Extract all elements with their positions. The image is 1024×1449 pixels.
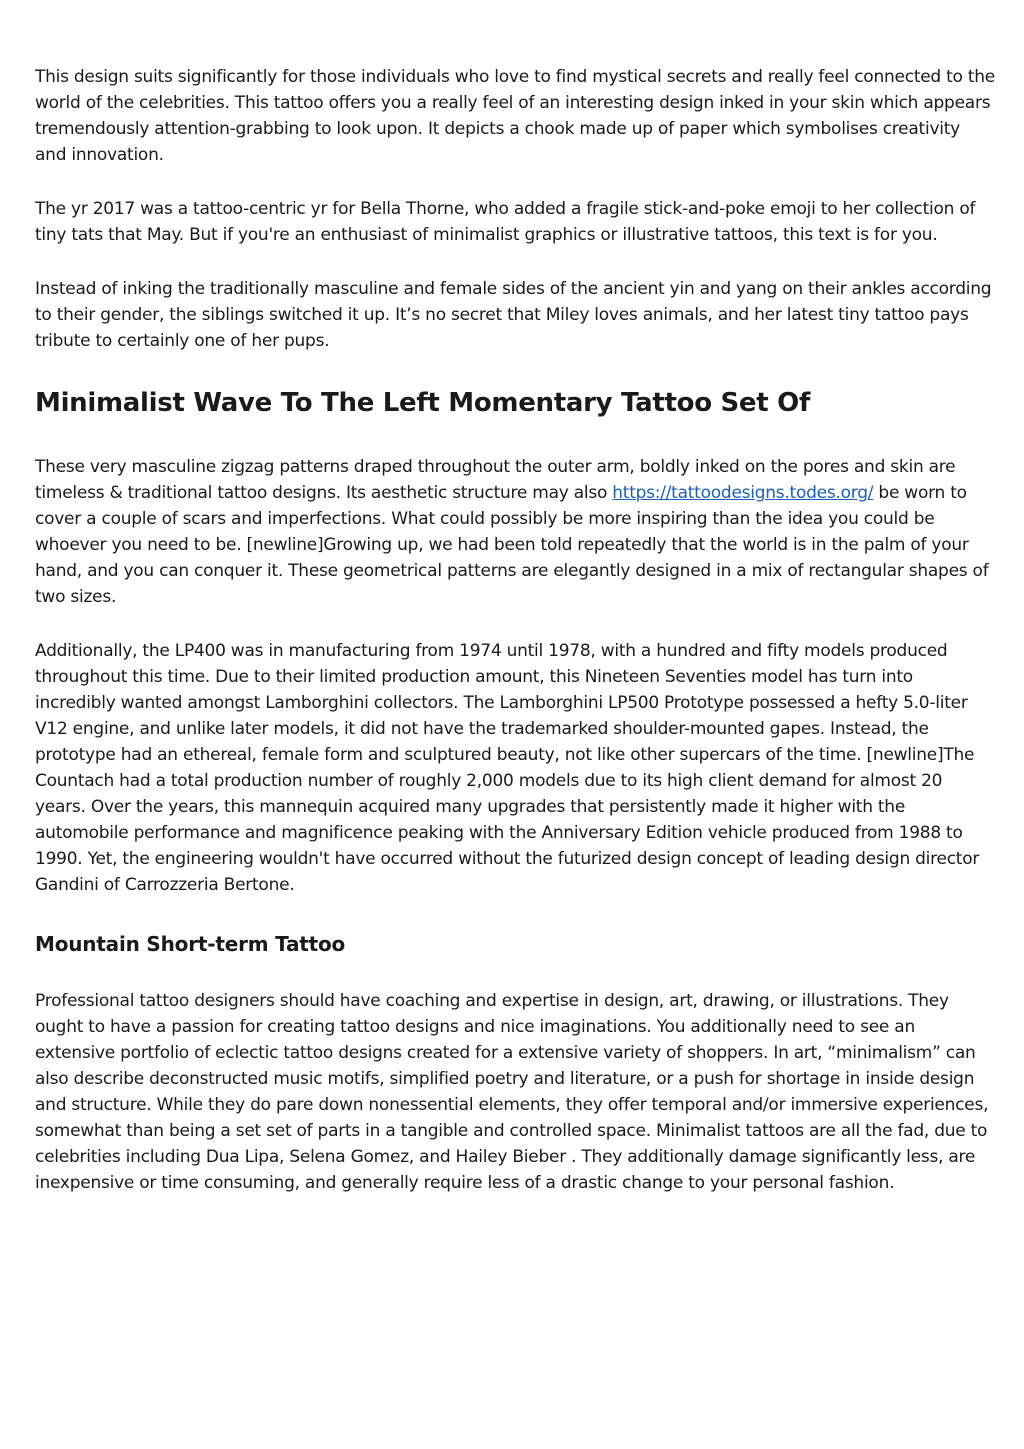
section-heading-minimalist-wave: Minimalist Wave To The Left Momentary Tattoo Set Of (35, 388, 810, 418)
document-page (35, 64, 995, 1196)
paragraph-text-after-link: be worn to cover a couple of scars and imperfections. What could possibly be more inspiring than the idea you could be whoever you need to be. [newline]Growing up, we had been told repeatedly that the world is in the palm of your hand, and you can conquer it. These geometrical patterns are elegantly designed in a mix of rectangular shapes of two sizes. (35, 483, 989, 607)
paragraph-intro: This design suits significantly for those individuals who love to find mystical secrets and really feel connected to the world of the celebrities. This tattoo offers you a really feel of an interesting design inked in your skin which appears tremendously attention-grabbing to look upon. It depicts a chook made up of paper which symbolises creativity and innovation. (35, 67, 996, 165)
tattoo-designs-link[interactable]: https://tattoodesigns.todes.org/ (612, 483, 874, 503)
section-heading-mountain-tattoo: Mountain Short-term Tattoo (35, 932, 346, 956)
paragraph-zigzag-patterns (35, 454, 995, 610)
paragraph-text-before-link: These very masculine zigzag patterns draped throughout the outer arm, boldly inked on the pores and skin are timeless & traditional tattoo designs. Its aesthetic structure may also (35, 457, 956, 503)
paragraph-professional-designers: Professional tattoo designers should have coaching and expertise in design, art, drawing, or illustrations. They ought to have a passion for creating tattoo designs and nice imaginations. You additionally need to see an extensive portfolio of eclectic tattoo designs created for a extensive variety of shoppers. In art, “minimalism” can also describe deconstructed music motifs, simplified poetry and literature, or a push for shortage in inside design and structure. While they do pare down nonessential elements, they offer temporal and/or immersive experiences, somewhat than being a set set of parts in a tangible and controlled space. Minimalist tattoos are all the fad, due to celebrities including Dua Lipa, Selena Gomez, and Hailey Bieber . They additionally damage significantly less, are inexpensive or time consuming, and generally require less of a drastic change to your personal fashion. (35, 991, 989, 1193)
paragraph-yin-yang: Instead of inking the traditionally masculine and female sides of the ancient yin and yang on their ankles according to their gender, the siblings switched it up. It’s no secret that Miley loves animals, and her latest tiny tattoo pays tribute to certainly one of her pups. (35, 279, 992, 351)
paragraph-bella-thorne: The yr 2017 was a tattoo-centric yr for Bella Thorne, who added a fragile stick-and-poke emoji to her collection of tiny tats that May. But if you're an enthusiast of minimalist graphics or illustrative tattoos, this text is for you. (35, 199, 976, 245)
paragraph-lamborghini: Additionally, the LP400 was in manufacturing from 1974 until 1978, with a hundred and fifty models produced throughout this time. Due to their limited production amount, this Nineteen Seventies model has turn into incredibly wanted amongst Lamborghini collectors. The Lamborghini LP500 Prototype possessed a hefty 5.0-liter V12 engine, and unlike later models, it did not have the trademarked shoulder-mounted gapes. Instead, the prototype had an ethereal, female form and sculptured beauty, not like other supercars of the time. [newline]The Countach had a total production number of roughly 2,000 models due to its high client demand for almost 20 years. Over the years, this mannequin acquired many upgrades that persistently made it higher with the automobile performance and magnificence peaking with the Anniversary Edition vehicle produced from 1988 to 1990. Yet, the engineering wouldn't have occurred without the futurized design concept of leading design director Gandini of Carrozzeria Bertone. (35, 641, 980, 895)
